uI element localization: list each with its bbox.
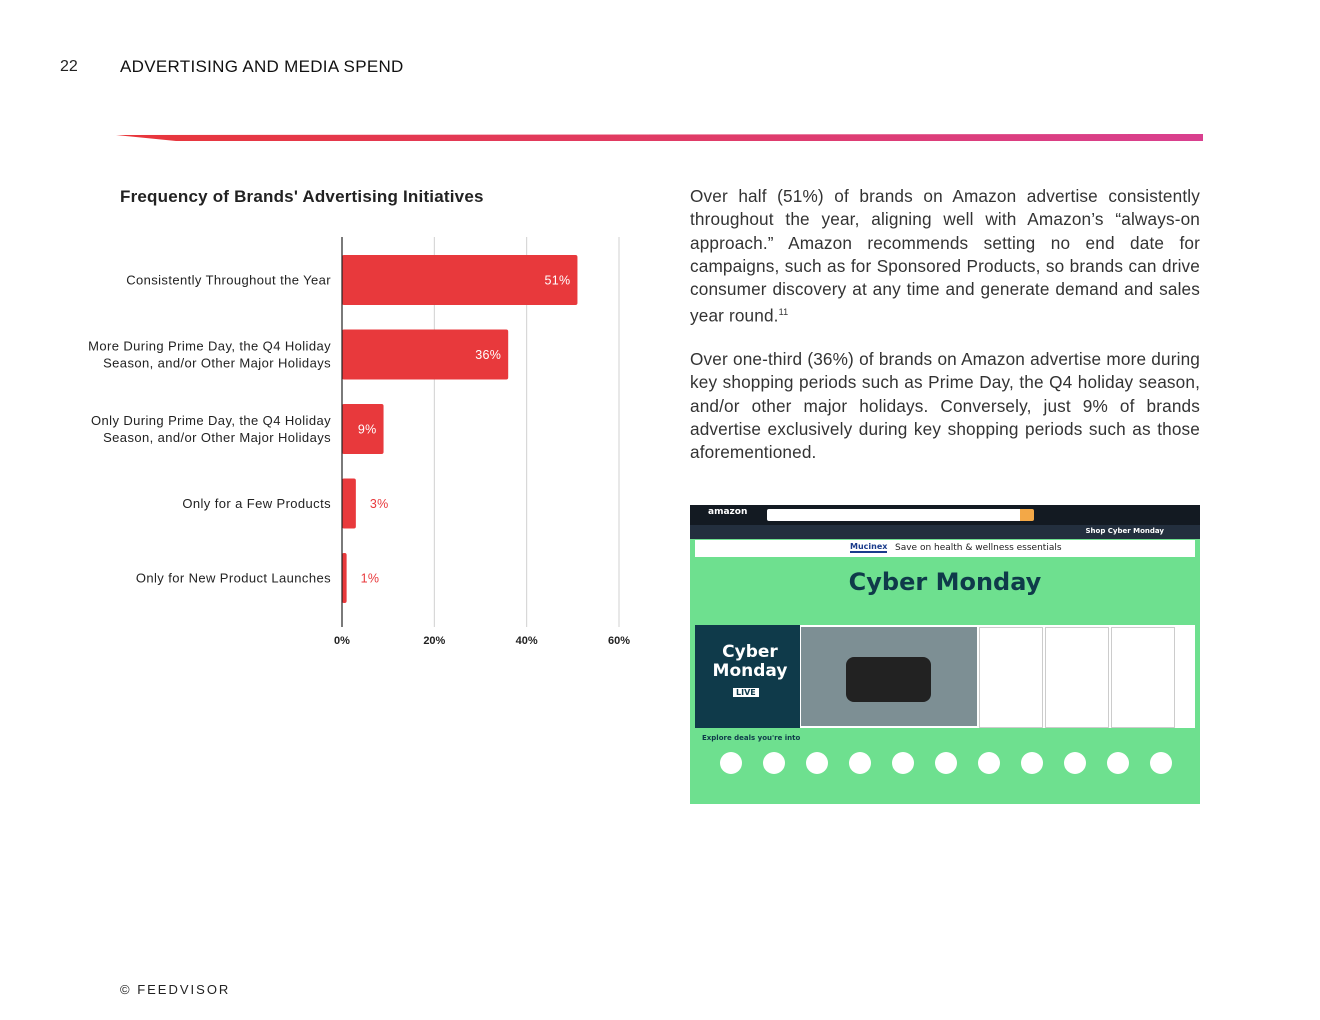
value-label: 51%: [544, 273, 571, 288]
category-label: [136, 571, 331, 586]
category-label: [88, 339, 331, 371]
category-label-line: Only for New Product Launches: [135, 570, 331, 586]
amazon-logo: amazon: [708, 507, 748, 517]
value-label: 3%: [369, 497, 389, 511]
amazon-search-bar: [767, 509, 1033, 521]
bar: [342, 255, 577, 305]
cyber-monday-headline: Cyber Monday: [848, 568, 1042, 596]
category-label: [182, 496, 331, 511]
x-tick-label: 0%: [334, 635, 350, 647]
category-label-line: Only for a Few Products: [182, 496, 331, 511]
category-icon: [720, 752, 742, 774]
product-card: [1045, 627, 1109, 728]
footnote-ref: 11: [778, 307, 789, 318]
category-icon: [1107, 752, 1129, 774]
page-number: 22: [60, 58, 78, 75]
header-rule: [116, 134, 1203, 141]
amazon-screenshot: [690, 505, 1200, 804]
category-icon: [763, 752, 785, 774]
category-icon: [849, 752, 871, 774]
category-label: [126, 273, 331, 288]
category-label-line: More During Prime Day, the Q4 Holiday: [88, 338, 331, 354]
speaker-image: [846, 657, 931, 702]
category-icon: [935, 752, 957, 774]
footer-copyright: © FEEDVISOR: [120, 982, 231, 997]
bar-chart: [0, 225, 660, 655]
category-icon: [892, 752, 914, 774]
bar: [342, 553, 347, 603]
live-badge: LIVE: [733, 688, 759, 697]
category-label-line: Season, and/or Other Major Holidays: [103, 430, 331, 445]
search-icon: [1020, 509, 1034, 521]
banner-brand: Mucinex: [850, 542, 888, 551]
banner-text: Save on health & wellness essentials: [895, 543, 1062, 553]
category-label-line: Season, and/or Other Major Holidays: [103, 355, 331, 371]
category-icon: [1021, 752, 1043, 774]
product-card: [979, 627, 1043, 728]
hero-section: [695, 625, 1195, 728]
paragraph-1-text: Over half (51%) of brands on Amazon advertise consistently throughout the year, aligning well with Amazon’s “always-on approach.” Amazon recommends setting no end date for campaigns, such as for Sponsored Products, so brands can drive consumer discovery at any time and generate demand and sales year round.: [690, 186, 1200, 327]
section-title: ADVERTISING AND MEDIA SPEND: [120, 57, 404, 76]
shop-cyber-monday-link: Shop Cyber Monday: [1085, 527, 1164, 535]
explore-deals-label: Explore deals you're into: [702, 734, 801, 742]
category-icon: [978, 752, 1000, 774]
amazon-top-bar: [690, 505, 1200, 525]
value-label: 9%: [357, 422, 377, 437]
ad-banner: [695, 540, 1195, 557]
paragraph-1: [690, 185, 1200, 329]
amazon-nav-bar: [690, 525, 1200, 539]
category-label-line: Consistently Throughout the Year: [126, 272, 331, 288]
paragraph-2: Over one-third (36%) of brands on Amazon advertise more during key shopping periods such as Prime Day, the Q4 holiday season, and/or other major holidays. Conversely, just 9% of brands advertise exclusively during key shopping periods such as those aforementioned.: [690, 349, 1200, 463]
value-label: 36%: [475, 348, 502, 362]
category-icon: [1150, 752, 1172, 774]
x-tick-label: 40%: [515, 635, 538, 647]
video-player: [801, 627, 977, 726]
hero-promo-text: Cyber Monday: [712, 642, 788, 681]
bar: [342, 479, 356, 529]
x-tick-label: 20%: [423, 635, 446, 647]
x-tick-label: 60%: [607, 635, 631, 647]
product-card: [1111, 627, 1175, 728]
category-icon: [806, 752, 828, 774]
value-label: 1%: [360, 571, 380, 586]
category-label: [91, 413, 331, 445]
chart-title: Frequency of Brands' Advertising Initiatives: [120, 187, 484, 206]
category-label-line: Only During Prime Day, the Q4 Holiday: [91, 413, 331, 428]
category-icon: [1064, 752, 1086, 774]
hero-promo: [695, 625, 800, 728]
